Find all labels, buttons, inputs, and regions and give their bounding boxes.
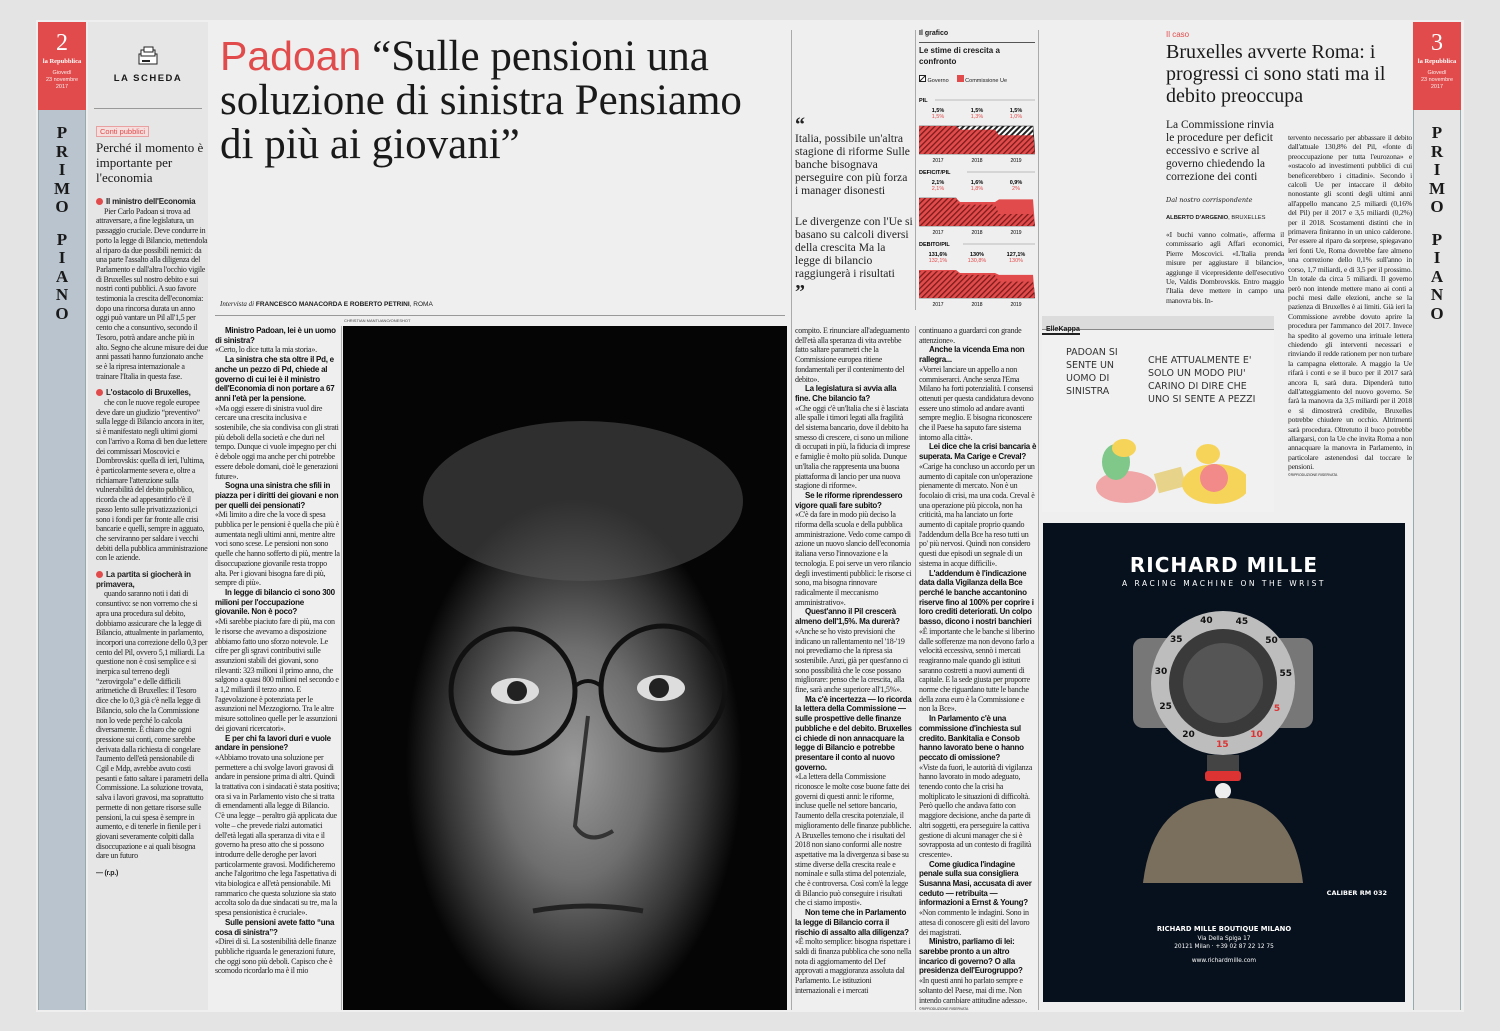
interview-question: Sogna una sinistra che sfili in piazza per i diritti dei giovani e non per quelli dei pensionati?	[215, 481, 339, 510]
bezel-number: 40	[1200, 616, 1213, 627]
chart-kicker: Il grafico	[919, 30, 949, 37]
section-letter: O	[1430, 197, 1444, 216]
value-label-commissione: 1,0%	[1009, 114, 1023, 120]
scheda-bullet-lead: L'ostacolo di Bruxelles,	[96, 388, 208, 398]
interview-answer: «Anche se ho visto previsioni che indicano un rallentamento nel '18-'19 noi prevediamo che la ripresa sia sostenibile. Anzi, già per quest'anno ci sono possibilità che le cose possano migliorare: penso che la crescita, alla fine, sarà anche superiore all'1,5%».	[795, 626, 908, 695]
pull-quote	[795, 114, 913, 303]
interview-answer: «Abbiamo trovato una soluzione per permettere a chi svolge lavori gravosi di andare in pensione prima di altri. Quindi la trattativa con i sindacati è stata positiva; ora si va in Parlamento visto che si tratta di emendamenti alla legge di Bilancio. C'è una legge – peraltro già applicata due volte – che prevede rialzi automatici dell'età legati alla speranza di vita e il governo ha preso atto che si possono introdurre delle deroghe per lavori particolarmente gravosi. Modificheremo anche l'algoritmo che lega l'aspettativa di vita biologica e all'età pensionabile. Mi rammarico che questa soluzione sia stato accolta solo da due sindacati su tre, ma la spesa pensionistica è cruciale».	[215, 752, 340, 918]
section-letter: I	[58, 160, 66, 179]
interview-question: Come giudica l'indagine penale sulla sua consigliera Susanna Masi, accusata di aver ceduto — retribuita — informazioni a Ernst & Young?	[919, 859, 1032, 908]
interview-answer: «Vorrei lanciare un appello a non commiserarci. Anche senza l'Ema Milano ha forti potenzialità. I consensi ottenuti per questa candidatura devono essere uno stimolo ad andare avanti sempre meglio. E bisogna riconoscere che il Paese ha saputo fare sistema intorno alla città».	[919, 364, 1034, 442]
scheda-bullet-text: Pier Carlo Padoan si trova ad attraversare, a fine legislatura, un passaggio cruciale. Deve condurre in porto la legge di Bilancio, mettendola al riparo da due possibili nemici: da una parte l'assalto alla diligenza del Parlamento e dall'altra l'occhio vigile di Bruxelles sul nostro debito e sui nostri conti pubblici. A suo favore testimonia la crescita dell'economia: dopo una rincorsa durata un anno oggi può vantare un Pil all'1,5 per cento che a consuntivo, secondo il Tesoro, potrà andare anche più in alto. Segno che alcune misure dei due anni passati hanno funzionato anche se è la ripresa internazionale a trainare l'Italia in questa fase.	[96, 206, 208, 381]
bezel-number: 35	[1170, 635, 1183, 646]
caso-body-2: tervento necessario per abbassare il debito dall'attuale 130,8% del Pil, «fonte di preoccupazione per tutta l'eurozona» e «ostacolo ad investimenti pubblici di cui beneficerebbero i cittadini». Secondo i calcoli Ue per intaccare il debito nonostante gli sconti degli ultimi anni all'appello mancano 2,5 miliardi (0,16% del Pil) per il 2017 e 3,5 miliardi (0,2%) per il 2018. Scostamenti distinti che in primavera finiranno in un unico calderone. Per essere al riparo da sorprese, spiegavano ieri fonti Ue, Roma dovrebbe fare almeno una correzione dello 0,1% sull'anno in corso, 1,7 miliardi, e di 3,5 per il prossimo. Un totale da circa 5 miliardi. Il governo però non intende mettere mano ai conti a pochi mesi dalle elezioni, anche se la pazienza di Bruxelles è ai limiti. Già ieri la Commissione avrebbe dovuto aprire la procedura per l'ammanco del 2017. Invece ha spedito al governo una irrituale lettera chiedendo gli interventi necessari e rinviando il redde rationem per non turbare la campagna elettorale. A maggio la Ue rifarà i conti e se il buco per il 2017 sarà ancora lì, sarà dura. Dipenderà tutto dall'atteggiamento del nuovo governo. Se farà la manovra da 3,5 miliardi per il 2018 e si dimostrerà credibile, Bruxelles potrebbe chiudere un occhio. Altrimenti sarà procedura. Oltretutto il buco potrebbe allargarsi, con la Ue che invita Roma a non annacquare la manovra in Parlamento, in particolare astenendosi dal toccare le pensioni. ©RIPRODUZIONE RISERVATA	[1288, 133, 1412, 477]
headline	[220, 34, 780, 167]
year-tick: 2018	[971, 230, 983, 236]
legend-governo: Governo	[919, 75, 949, 84]
bezel-number: 5	[1273, 703, 1281, 714]
interview-question: Ministro, parliamo di lei: sarebbe pronto a un altro incarico di governo? O alla presidenza dell'Eurogruppo?	[919, 937, 1023, 976]
pull-quote-1: Italia, possibile un'altra stagione di riforme Sulle banche bisognava perseguire con più forza i manager disonesti	[795, 132, 910, 197]
interview-answer: «Direi di sì. La sostenibilità delle finanze pubbliche riguarda le generazioni future, che oggi sono più deboli. Capisco che è scomodo ricordarlo ma è il mio	[215, 937, 337, 976]
caso-kicker: Il caso	[1166, 30, 1190, 39]
chart-title: Le stime di crescita a confronto	[919, 46, 1000, 66]
section-letter: I	[1433, 248, 1441, 267]
chart-legend	[919, 75, 1035, 84]
year-tick: 2017	[932, 158, 944, 164]
panel-label: DEBITO/PIL	[919, 242, 950, 248]
scheda-bullet-lead: Il ministro dell'Economia	[96, 197, 208, 207]
value-label-governo: 1,5%	[1009, 108, 1023, 114]
scheda-panel	[88, 22, 208, 1010]
section-letter: O	[55, 197, 69, 216]
interview-question: Ministro Padoan, lei è un uomo di sinistra?	[215, 326, 336, 345]
section-strip	[38, 110, 86, 1010]
cartoon-left-bubble: PADOAN SI SENTE UN UOMO DI SINISTRA	[1066, 347, 1118, 397]
page-number: 3	[1431, 30, 1443, 56]
value-label-commissione: 2,1%	[931, 186, 945, 192]
interview-column-1	[215, 326, 340, 976]
section-letter: P	[56, 123, 68, 142]
section-letter: P	[1431, 123, 1443, 142]
chart-panels	[919, 96, 1035, 312]
value-label-governo: 2,1%	[931, 180, 945, 186]
bezel-number: 55	[1279, 668, 1292, 679]
section-letter: P	[56, 229, 68, 249]
page-number-box-right: 3 la Repubblica Giovedì 23 novembre 2017	[1413, 22, 1461, 110]
section-letter: R	[1430, 141, 1444, 161]
panel-label: PIL	[919, 98, 928, 104]
day: Giovedì	[52, 70, 72, 76]
section-letter: M	[53, 178, 71, 198]
value-label-governo: 0,9%	[1009, 180, 1023, 186]
panel-label: DEFICIT/PIL	[919, 170, 951, 176]
interview-question: In legge di bilancio ci sono 300 milioni per l'occupazione giovanile. Non è poco?	[215, 587, 335, 617]
interview-question: Se le riforme riprendessero vigore quali fare subito?	[795, 490, 903, 510]
value-label-commissione: 1,8%	[970, 186, 984, 192]
interview-answer: «È molto semplice: bisogna rispettare i saldi di finanza pubblica che sono nella nota di aggiornamento del Def approvati a maggioranza assoluta dal Parlamento. Le istituzioni internazionali e i mercati	[795, 937, 912, 995]
interview-answer: «Carige ha concluso un accordo per un aumento di capitale con un'operazione pienamente di mercato. Non è un focolaio di crisi, ma una coda. Creval è una operazione più piccola, non ha criticità, ma ha lanciato un forte aumento di capitale proprio quando l'addendum della Bce ha reso tutti un po' più nervosi. Quindi non considero questi due episodi un segnale di un sistema in acque difficili».	[919, 461, 1035, 568]
bezel-number: 45	[1235, 616, 1249, 627]
value-label-governo: 127,1%	[1006, 252, 1026, 258]
interview-question: L'addendum è l'indicazione data dalla Vigilanza della Bce perché le banche accantonino riserve fino al 100% per coprire i loro crediti deteriorati. Un colpo basso, dicono i nostri banchieri	[919, 568, 1034, 627]
interview-answer: continuano a guardarci con grande attenzione».	[919, 326, 1022, 345]
interview-answer: «È importante che le banche si liberino dalle sofferenze ma non devono farlo a velocità eccessiva, sennò i mercati reagiranno male quando gli istituti saranno costretti a nuovi aumenti di capitale. E la sede giusta per proporre norme che riguardano tutte le banche della zona euro è la Commissione e non la Bce».	[919, 626, 1035, 714]
bezel-number: 15	[1216, 739, 1229, 750]
year-tick: 2019	[1010, 230, 1022, 236]
interview-answer: «C'è da fare in modo più deciso la riforma della scuola e della pubblica amministrazione. Vedo come campo di azione un nuovo slancio dell'economia italiana verso l'innovazione e la tecnologia. E poi serve un vero rilancio degli investimenti pubblici: le risorse ci sono, ma bisogna rinnovare radicalmente il meccanismo amministrativo».	[795, 510, 912, 607]
scheda-tag: Conti pubblici	[96, 126, 149, 137]
interview-answer: «Ma oggi essere di sinistra vuol dire cercare una crescita inclusiva e sostenibile, che sia condivisa con gli strati più deboli della società e che duri nel tempo. Dunque ci vuole impegno per chi è debole oggi ma anche per chi potrebbe essere debole domani, cioè le generazioni future».	[215, 403, 339, 481]
files-stack-icon	[136, 46, 160, 68]
section-letter: N	[55, 285, 69, 304]
section-label	[1414, 110, 1460, 323]
quote-open-icon: “	[795, 114, 805, 136]
interview-question: E per chi fa lavori duri e vuole andare in pensione?	[215, 733, 331, 753]
chart	[919, 30, 1035, 312]
interview-question: La sinistra che sta oltre il Pd, e anche un pezzo di Pd, chiede al governo di cui lei è il ministro dell'Economia di non portare a 67 anni l'età per la pensione.	[215, 355, 335, 403]
caso-copyright: ©RIPRODUZIONE RISERVATA	[1288, 472, 1338, 477]
section-letter: A	[1430, 266, 1444, 286]
section-letter: R	[55, 141, 69, 161]
page-number-box	[38, 22, 86, 110]
cartoon	[1042, 316, 1274, 512]
interview-answer: «La lettera della Commissione riconosce le molte cose buone fatte dei governi di questi anni: le riforme, incluse quelle nel settore bancario, l'aumento della crescita potenziale, il miglioramento delle finanze pubbliche. A Bruxelles temono che i risultati del 2018 non siano conformi alle nostre aspettative ma la divergenza si base su stime diverse della crescita reale e nominale e sulla stima del potenziale, che è controversa. Così com'è la legge di Bilancio può conseguire i risultati che ci siamo imposti».	[795, 772, 912, 908]
quote-close-icon: ”	[795, 281, 805, 303]
legend-commissione: Commissione Ue	[957, 75, 1007, 84]
interview-column-3	[919, 326, 1037, 1012]
cartoon-label: ElleKappa	[1042, 326, 1080, 335]
interview-question: Anche la vicenda Ema non rallegra...	[919, 345, 1025, 365]
interview-answer: «Mi sarebbe piaciuto fare di più, ma con le risorse che avevamo a disposizione abbiamo fatto uno sforzo notevole. Le cifre per gli sgravi contributivi sulle assunzioni stabili dei giovani, sono rilevanti: 323 milioni il primo anno, che salgono a quasi 800 milioni nel secondo e a 1,2 miliardi il terzo anno. E l'agevolazione è potenziata per le assunzioni nel Mezzogiorno. Tra le altre misure sottolineo quelle per le assunzioni dei giovani ricercatori».	[215, 617, 339, 733]
ad-boutique: RICHARD MILLE BOUTIQUE MILANO	[1156, 925, 1292, 933]
year-tick: 2019	[1010, 302, 1022, 308]
page-number: 2	[56, 30, 68, 56]
ad-caliber: CALIBER RM 032	[1326, 889, 1387, 897]
photo-credit: CHRISTIAN MANTUANO/ONESHOT	[344, 318, 411, 323]
caso-byline: Dal nostro corrispondente ALBERTO D'ARGENIO, BRUXELLES	[1166, 196, 1266, 221]
year-tick: 2018	[971, 158, 983, 164]
interview-question: La legislatura si avvia alla fine. Che bilancio fa?	[795, 384, 897, 403]
interview-answer: «Che oggi c'è un'Italia che si è lasciata alle spalle i timori legati alla fragilità del sistema bancario, dove il debito ha smesso di crescere, ci sono un milione di occupati in più, la fiducia di imprese e famiglie è molto più solida. Dunque un'Italia che rappresenta una buona piattaforma di lancio per una nuova stagione di riforme».	[795, 403, 911, 491]
interview-question: Sulle pensioni avete fatto “una cosa di sinistra”?	[215, 917, 335, 937]
interview-question: Lei dice che la crisi bancaria è superata. Ma Carige e Creval?	[919, 442, 1037, 462]
scheda-bullet-text: quando saranno noti i dati di consuntivo: se non vorremo che si apra una procedura sul debito, dobbiamo assicurare che la legge di Bilancio, attualmente in parlamento, incorpori una correzione dello 0,3 per cento del Pil, ovvero 5,1 miliardi. La questione non è così semplice e si inerpica sul terreno degli “zerovirgola” e delle difficili aritmetiche di Bruxelles: il Tesoro dice che lo 0,3 già c'è nella legge di Bilancio, solo che la Commissione non lo vede perché lo calcola diversamente. È chiaro che ogni pressione sui conti, come sarebbe derivata dalla richiesta di congelare l'aumento dell'età pensionabile di Cgil e Mdp, avrebbe avuto costi pesanti e fatto saltare i parametri della Commissione. La soluzione trovata, salva i lavori gravosi, ma soprattutto permette di non gettare risorse sulle pensioni, la cui spesa è sempre in aumento, e di tenerle in fienile per i giovani severamente colpiti dalla disoccupazione e ai quali bisogna dare un futuro	[96, 589, 208, 861]
scheda-body	[96, 190, 208, 879]
year-tick: 2019	[1010, 158, 1022, 164]
year-tick: 2018	[971, 302, 983, 308]
scheda-title: Perché il momento è importante per l'economia	[96, 140, 204, 185]
headline-name: Padoan	[220, 33, 362, 79]
value-label-commissione: 132,1%	[928, 258, 948, 264]
value-label-commissione: 1,5%	[931, 114, 945, 120]
section-letter	[39, 217, 85, 231]
section-letter	[1414, 217, 1460, 231]
bezel-number: 20	[1182, 729, 1195, 740]
byline: Intervista di FRANCESCO MANACORDA E ROBERTO PETRINI, ROMA	[220, 300, 433, 308]
section-letter: A	[55, 266, 69, 286]
interview-answer: «In questi anni ho parlato sempre e soltanto del Paese, mai di me. Non intendo cambiare attitudine adesso».	[919, 976, 1027, 1005]
ad-address: Via Della Spiga 17	[1197, 936, 1251, 942]
padoan-portrait-photo	[343, 326, 787, 1010]
copyright: ©RIPRODUZIONE RISERVATA	[919, 1007, 969, 1012]
richard-mille-ad[interactable]	[1043, 523, 1405, 1002]
section-letter: N	[1430, 285, 1444, 304]
ad-tagline: A RACING MACHINE ON THE WRIST	[1122, 579, 1326, 588]
ad-website[interactable]: www.richardmille.com	[1191, 958, 1257, 964]
bezel-number: 10	[1250, 730, 1263, 741]
interview-answer: «Certo, lo dice tutta la mia storia».	[215, 345, 317, 355]
caso-summary: La Commissione rinvia le procedure per deficit eccessivo e scrive al governo chiedendo la correzione dei conti	[1166, 119, 1274, 183]
value-label-governo: 1,6%	[970, 180, 984, 186]
interview-question: Quest'anno il Pil crescerà almeno dell'1,5%. Ma durerà?	[795, 607, 900, 627]
caso-title: Bruxelles avverte Roma: i progressi ci sono stati ma il debito preoccupa	[1166, 41, 1386, 107]
cartoon-right-bubble: CHE ATTUALMENTE E' SOLO UN MODO PIU' CARINO DI DIRE CHE UNO SI SENTE A PEZZI	[1148, 355, 1256, 405]
year: 2017	[55, 84, 69, 90]
ad-brand: RICHARD MILLE	[1129, 553, 1319, 577]
value-label-commissione: 130%	[1008, 258, 1024, 264]
interview-answer: «Mi limito a dire che la voce di spesa pubblica per le pensioni è quella che più è aumentata negli ultimi anni, mentre altre voci sono scese. Le pensioni non sono quelle che hanno sofferto di più, mentre la disoccupazione giovanile resta troppo alta. Per i giovani bisogna fare di più, sempre di più».	[215, 510, 340, 588]
section-label	[39, 110, 85, 323]
interview-question: In Parlamento c'è una commissione d'inchiesta sul credito. Bankitalia e Consob hanno lavorato bene o hanno peccato di omissione?	[919, 714, 1024, 762]
value-label-governo: 131,6%	[928, 252, 948, 258]
section-letter: P	[1431, 229, 1443, 249]
scheda-bullet-text: che con le nuove regole europee deve dare un giudizio “preventivo” sulla legge di Bilancio ancora in iter, si è manifestato negli ultimi giorni con l'arrivo a Roma di ben due lettere dei commissari Moscovici e Dombrovskis: quella di ieri, l'ultima, è particolarmente severa e, oltre a richiamare l'attenzione sulla vulnerabilità del debito pubblico, ricorda che ad appesantirlo c'è il passo lento sulle privatizzazioni,ci sono i fondi per far fronte alle crisi bancarie e quelli, sempre in agguato, che serviranno per saldare i vecchi debiti della pubblica amministrazione con le aziende.	[96, 398, 208, 563]
value-label-commissione: 1,3%	[970, 114, 984, 120]
section-letter: I	[58, 248, 66, 267]
section-letter: I	[1433, 160, 1441, 179]
value-label-governo: 130%	[969, 252, 985, 258]
date: 23 novembre	[45, 77, 79, 83]
value-label-commissione: 2%	[1012, 186, 1020, 192]
interview-question: Ma c'è incertezza — lo ricorda la lettera della Commissione — sulle prospettive delle finanze pubbliche e del debito. Bruxelles ci chiede di non annacquare la legge di Bilancio e potrebbe presentare il conto al nuovo governo.	[795, 694, 912, 772]
headline-quote: “Sulle pensioni una soluzione di sinistra Pensiamo di più ai giovani”	[220, 33, 742, 168]
value-label-commissione: 130,8%	[967, 258, 987, 264]
interview-answer: «Non commento le indagini. Sono in attesa di conoscere gli esiti del lavoro dei magistrati.	[919, 908, 1030, 937]
value-label-governo: 1,5%	[931, 108, 945, 114]
scheda-bullet-lead: La partita si giocherà in primavera,	[96, 570, 208, 589]
cartoon-characters-icon	[1076, 432, 1246, 508]
interview-answer: compito. E rinunciare all'adeguamento dell'età alla speranza di vita avrebbe fatto saltare parametri che la Commissione europea ritiene fondamentali per il contenimento del debito».	[795, 326, 910, 384]
interview-question: Non teme che in Parlamento la legge di Bilancio corra il rischio di assalto alla diligenza?	[795, 908, 909, 937]
section-letter: M	[1428, 178, 1446, 198]
watch-image	[1103, 593, 1343, 883]
scheda-signature: — (r.p.)	[96, 870, 119, 878]
bezel-number: 50	[1265, 636, 1278, 647]
pull-quote-2: Le divergenze con l'Ue si basano su calcoli diversi della crescita Ma la legge di bilancio raggiungerà i risultati	[795, 215, 913, 280]
bezel-number: 30	[1154, 667, 1168, 678]
interview-column-2	[795, 326, 913, 996]
interview-answer: «Viste da fuori, le autorità di vigilanza hanno lavorato in modo adeguato, tenendo conto che la crisi ha moltiplicato le situazioni di difficoltà. Però quello che andava fatto con maggiore decisione, anche da parte di altri soggetti, era perseguire la cattiva gestione di alcuni manager che si è sovrapposta ad un contesto di fragilità crescente».	[919, 762, 1033, 859]
section-letter: O	[55, 303, 69, 323]
section-letter: O	[1430, 303, 1444, 323]
value-label-governo: 1,5%	[970, 108, 984, 114]
year-tick: 2017	[932, 302, 944, 308]
masthead: la Repubblica	[42, 58, 82, 65]
year-tick: 2017	[932, 230, 944, 236]
ad-phone: 20121 Milan · +39 02 87 22 12 75	[1174, 944, 1274, 950]
caso-body-1: «I buchi vanno colmati», afferma il commissario agli Affari economici, Pierre Moscovici. «L'Italia prenda misure per aggiustare il bilancio», aggiunge il vicepresidente dell'esecutivo Ue, Valdis Dombrovskis. Entro maggio l'Italia deve mettere in campo una manovra bis. In-	[1166, 230, 1284, 305]
scheda-label: LA SCHEDA	[113, 73, 183, 84]
section-strip-right	[1413, 110, 1461, 1010]
masthead: la Repubblica	[1417, 58, 1457, 65]
bezel-number: 25	[1159, 702, 1172, 713]
